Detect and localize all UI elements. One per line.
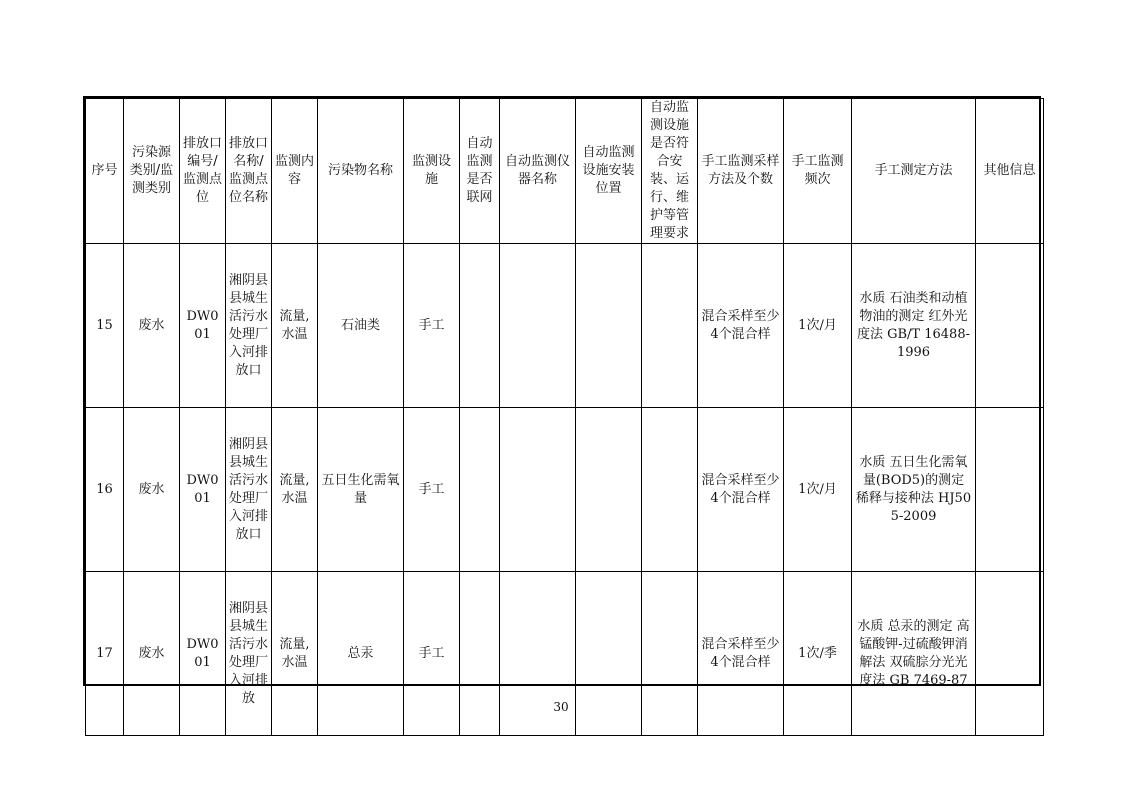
page-number: 30 — [553, 700, 569, 714]
cell-content: 流量,水温 — [272, 572, 318, 736]
cell-facility: 手工 — [404, 408, 460, 572]
cell-outlet-name: 湘阴县县城生活污水处理厂入河排放 — [226, 572, 272, 736]
cell-method: 水质 总汞的测定 高锰酸钾-过硫酸钾消解法 双硫腙分光光度法 GB 7469-87 — [852, 572, 976, 736]
cell-outlet-code: DW001 — [180, 244, 226, 408]
header-manual-sampling: 手工监测采样方法及个数 — [698, 99, 784, 244]
cell-category: 废水 — [124, 408, 180, 572]
cell-outlet-code: DW001 — [180, 408, 226, 572]
header-outlet-name: 排放口名称/监测点位名称 — [226, 99, 272, 244]
cell-auto-compliance — [642, 244, 698, 408]
header-monitoring-content: 监测内容 — [272, 99, 318, 244]
cell-auto-networked — [460, 408, 500, 572]
cell-content: 流量,水温 — [272, 244, 318, 408]
table-row — [86, 408, 1044, 572]
cell-auto-instrument — [500, 244, 576, 408]
cell-auto-instrument — [500, 408, 576, 572]
cell-outlet-name: 湘阴县县城生活污水处理厂入河排放口 — [226, 408, 272, 572]
header-auto-location: 自动监测设施安装位置 — [576, 99, 642, 244]
monitoring-table-frame — [83, 96, 1041, 706]
cell-pollutant: 总汞 — [318, 572, 404, 736]
cell-other — [976, 408, 1044, 572]
cell-method: 水质 五日生化需氧量(BOD5)的测定 稀释与接种法 HJ505-2009 — [852, 408, 976, 572]
cell-other — [976, 244, 1044, 408]
cell-category: 废水 — [124, 244, 180, 408]
table-row — [86, 244, 1044, 408]
cell-auto-compliance — [642, 408, 698, 572]
cell-manual-sampling: 混合采样至少4个混合样 — [698, 572, 784, 736]
header-other-info: 其他信息 — [976, 99, 1044, 244]
cell-manual-sampling: 混合采样至少4个混合样 — [698, 408, 784, 572]
header-source-category: 污染源类别/监测类别 — [124, 99, 180, 244]
cell-outlet-name: 湘阴县县城生活污水处理厂入河排放口 — [226, 244, 272, 408]
cell-serial-no: 17 — [86, 572, 124, 736]
cell-frequency: 1次/月 — [784, 408, 852, 572]
cell-method: 水质 石油类和动植物油的测定 红外光度法 GB/T 16488-1996 — [852, 244, 976, 408]
header-pollutant: 污染物名称 — [318, 99, 404, 244]
cell-auto-networked — [460, 244, 500, 408]
header-serial-no: 序号 — [86, 99, 124, 244]
cell-auto-location — [576, 244, 642, 408]
cell-content: 流量,水温 — [272, 408, 318, 572]
header-manual-frequency: 手工监测频次 — [784, 99, 852, 244]
cell-frequency: 1次/季 — [784, 572, 852, 736]
header-outlet-code: 排放口编号/监测点位 — [180, 99, 226, 244]
header-manual-method: 手工测定方法 — [852, 99, 976, 244]
cell-category: 废水 — [124, 572, 180, 736]
cell-manual-sampling: 混合采样至少4个混合样 — [698, 244, 784, 408]
cell-frequency: 1次/月 — [784, 244, 852, 408]
cell-facility: 手工 — [404, 572, 460, 736]
cell-auto-location — [576, 408, 642, 572]
cell-serial-no: 16 — [86, 408, 124, 572]
header-auto-compliance: 自动监测设施是否符合安装、运行、维护等管理要求 — [642, 99, 698, 244]
cell-facility: 手工 — [404, 244, 460, 408]
monitoring-table — [85, 98, 1044, 736]
header-row — [86, 99, 1044, 244]
header-auto-instrument: 自动监测仪器名称 — [500, 99, 576, 244]
header-auto-networked: 自动监测是否联网 — [460, 99, 500, 244]
header-monitoring-facility: 监测设施 — [404, 99, 460, 244]
cell-serial-no: 15 — [86, 244, 124, 408]
cell-pollutant: 石油类 — [318, 244, 404, 408]
cell-pollutant: 五日生化需氧量 — [318, 408, 404, 572]
cell-outlet-code: DW001 — [180, 572, 226, 736]
